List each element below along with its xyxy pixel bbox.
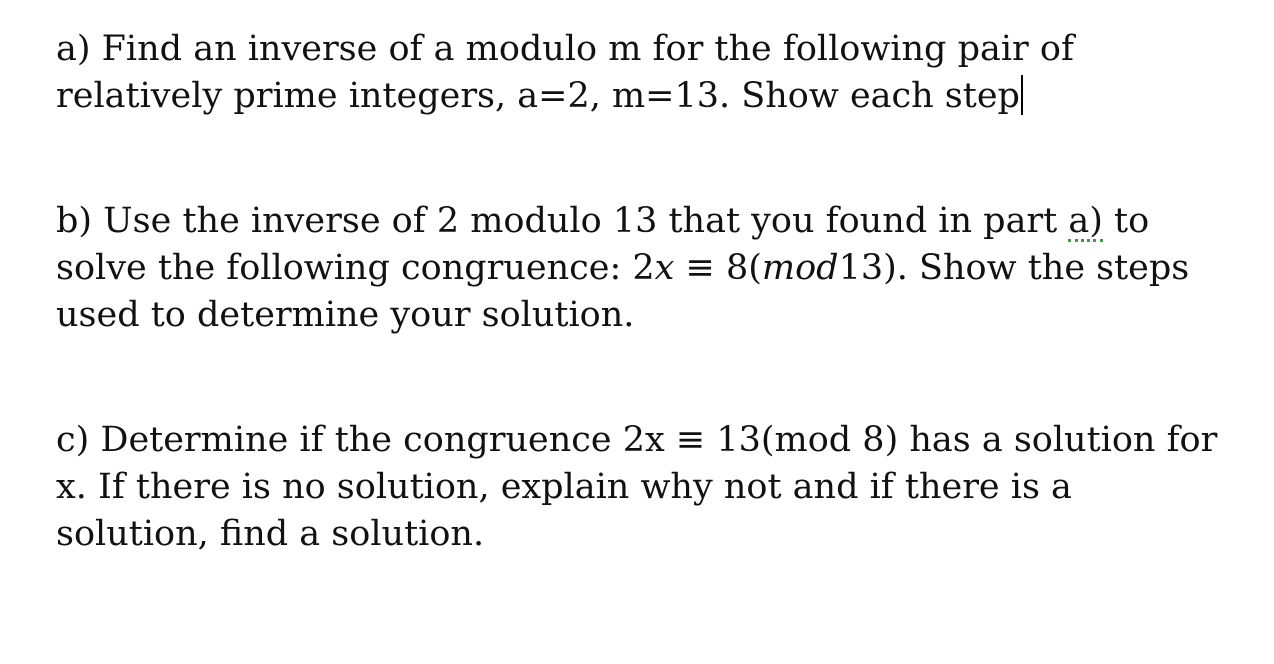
part-b-intro: b) Use the inverse of 2 modulo 13 that you found in part — [56, 201, 1069, 241]
text-cursor — [1021, 75, 1023, 115]
part-c-text: c) Determine if the congruence 2x ≡ 13(mod 8) has a solution for x. If there is no solution, explain why not and if there is a solution, find a solution. — [56, 420, 1218, 554]
congruence-equation — [632, 248, 896, 288]
math-coefficient: 2 — [632, 248, 655, 288]
math-mod: mod — [761, 248, 839, 288]
question-part-c — [56, 417, 1226, 558]
document-body[interactable] — [56, 26, 1226, 558]
part-a-text: a) Find an inverse of a modulo m for the following pair of relatively prime integers, a=2, m=13. Show each step — [56, 29, 1074, 116]
question-part-a — [56, 26, 1226, 120]
math-equiv: ≡ 8( — [674, 248, 762, 288]
part-b-after-flag: to solve the following congruence: — [56, 201, 1150, 288]
grammar-flagged-word[interactable]: a) — [1068, 201, 1103, 241]
question-part-b — [56, 198, 1226, 339]
part-b-ending: . Show the steps used to determine your solution. — [56, 248, 1190, 335]
math-variable: x — [654, 248, 675, 288]
math-modulus: 13) — [838, 248, 897, 288]
